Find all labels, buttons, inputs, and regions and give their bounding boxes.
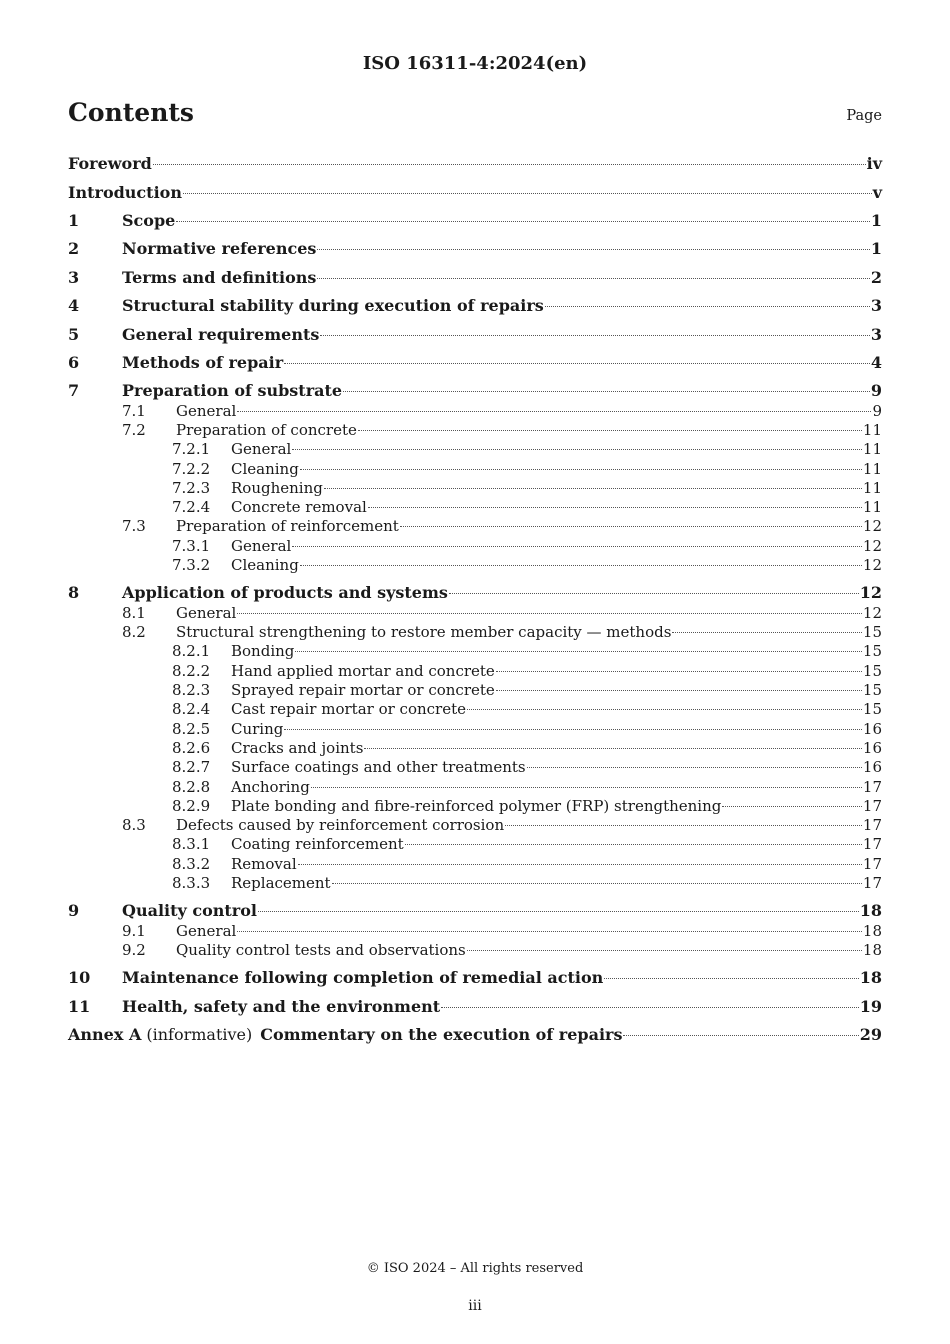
toc-number: 8.3.3	[172, 874, 211, 892]
toc-title: Roughening	[231, 479, 323, 497]
toc-page: 17	[862, 855, 882, 873]
toc-page: 4	[870, 353, 882, 372]
toc-number: 10	[68, 968, 91, 987]
toc-entry-3[interactable]	[68, 268, 882, 287]
toc-title: Curing	[231, 720, 284, 738]
toc-page: 12	[862, 517, 882, 535]
toc-number: 8.3.1	[172, 835, 211, 853]
toc-number: 8.2.5	[172, 720, 211, 738]
toc-entry-7-2-1[interactable]	[68, 440, 882, 458]
toc-title: Cast repair mortar or concrete	[231, 700, 466, 718]
dot-leader	[292, 546, 862, 547]
toc-number: 8.3.2	[172, 855, 211, 873]
toc-title: Structural stability during execution of repairs	[122, 296, 544, 315]
toc-page: v	[872, 183, 882, 202]
toc-page: 12	[862, 556, 882, 574]
annex-qualifier: (informative)	[146, 1025, 253, 1044]
page-number: iii	[468, 1298, 482, 1314]
toc-number: 7.3	[122, 517, 146, 535]
dot-leader	[467, 950, 862, 951]
toc-title: Quality control tests and observations	[176, 941, 466, 959]
dot-leader	[176, 221, 870, 222]
dot-leader	[405, 844, 862, 845]
toc-number: 9.2	[122, 941, 146, 959]
toc-title: General	[231, 440, 292, 458]
toc-entry-8-3-2[interactable]	[68, 855, 882, 873]
toc-page: 9	[870, 381, 882, 400]
dot-leader	[496, 671, 862, 672]
dot-leader	[300, 565, 862, 566]
toc-title: Preparation of concrete	[176, 421, 357, 439]
dot-leader	[311, 787, 862, 788]
toc-page: 16	[862, 758, 882, 776]
toc-title: General	[231, 537, 292, 555]
toc-entry-7-2[interactable]	[68, 421, 882, 439]
toc-title: Removal	[231, 855, 297, 873]
toc-entry-8-2-9[interactable]	[68, 797, 882, 815]
toc-title: Anchoring	[231, 778, 310, 796]
toc-entry-annex-a[interactable]	[68, 1025, 882, 1044]
toc-page: 9	[872, 402, 882, 420]
toc-entry-5[interactable]	[68, 325, 882, 344]
toc-page: 15	[862, 681, 882, 699]
toc-page: 3	[870, 296, 882, 315]
toc-entry-8[interactable]	[68, 583, 882, 602]
toc-title: Sprayed repair mortar or concrete	[231, 681, 495, 699]
dot-leader	[368, 507, 862, 508]
toc-page: 18	[859, 968, 882, 987]
toc-page: 11	[862, 460, 882, 478]
toc-number: 8.2.3	[172, 681, 211, 699]
toc-title: Maintenance following completion of remedial action	[122, 968, 604, 987]
toc-entry-8-2-8[interactable]	[68, 778, 882, 796]
toc-page: 15	[862, 662, 882, 680]
toc-number: 8.2.7	[172, 758, 211, 776]
toc-entry-8-2-7[interactable]	[68, 758, 882, 776]
toc-page: 16	[862, 739, 882, 757]
toc-page: 19	[859, 997, 882, 1016]
toc-page: 1	[870, 239, 882, 258]
toc-entry-8-1[interactable]	[68, 604, 882, 622]
toc-page: 17	[862, 778, 882, 796]
toc-title: Normative references	[122, 239, 317, 258]
toc-entry-8-2-5[interactable]	[68, 720, 882, 738]
dot-leader	[298, 864, 862, 865]
toc-entry-8-2-3[interactable]	[68, 681, 882, 699]
toc-title: Preparation of reinforcement	[176, 517, 399, 535]
toc-title: Introduction	[68, 183, 182, 202]
toc-page: iv	[866, 154, 882, 173]
dot-leader	[441, 1007, 859, 1008]
toc-entry-8-2-4[interactable]	[68, 700, 882, 718]
toc-title: Replacement	[231, 874, 331, 892]
dot-leader	[358, 430, 862, 431]
toc-page: 11	[862, 498, 882, 516]
dot-leader	[527, 767, 862, 768]
toc-page: 18	[859, 901, 882, 920]
dot-leader	[317, 249, 869, 250]
toc-page: 12	[862, 604, 882, 622]
toc-title: Coating reinforcement	[231, 835, 404, 853]
toc-number: 8.2.2	[172, 662, 211, 680]
toc-title: General	[176, 922, 237, 940]
toc-page: 17	[862, 797, 882, 815]
toc-page: 16	[862, 720, 882, 738]
toc-title: Methods of repair	[122, 353, 284, 372]
toc-entry-9-1[interactable]	[68, 922, 882, 940]
toc-entry-8-2-2[interactable]	[68, 662, 882, 680]
toc-entry-foreword[interactable]	[68, 154, 882, 173]
toc-title: Cleaning	[231, 460, 299, 478]
dot-leader	[324, 488, 862, 489]
toc-entry-7[interactable]	[68, 381, 882, 400]
toc-number: 8.2.9	[172, 797, 211, 815]
dot-leader	[153, 164, 866, 165]
dot-leader	[545, 306, 870, 307]
toc-entry-8-2-1[interactable]	[68, 642, 882, 660]
toc-title: Surface coatings and other treatments	[231, 758, 526, 776]
dot-leader	[292, 449, 862, 450]
dot-leader	[623, 1035, 858, 1036]
toc-title: Structural strengthening to restore member capacity — methods	[176, 623, 672, 641]
toc-number: 9.1	[122, 922, 146, 940]
dot-leader	[332, 883, 862, 884]
toc-entry-7-2-4[interactable]	[68, 498, 882, 516]
toc-title: Terms and definitions	[122, 268, 317, 287]
toc-page: 18	[862, 922, 882, 940]
toc-title: Application of products and systems	[122, 583, 448, 602]
dot-leader	[284, 363, 870, 364]
toc-entry-2[interactable]	[68, 239, 882, 258]
annex-label: Annex A	[68, 1025, 142, 1044]
toc-page: 11	[862, 440, 882, 458]
toc-title: Concrete removal	[231, 498, 367, 516]
toc-number: 8.3	[122, 816, 146, 834]
toc-title: Plate bonding and fibre-reinforced polymer (FRP) strengthening	[231, 797, 722, 815]
toc-number: 7.2.1	[172, 440, 211, 458]
dot-leader	[300, 469, 862, 470]
dot-leader	[237, 411, 871, 412]
toc-entry-8-3-1[interactable]	[68, 835, 882, 853]
toc-entry-7-1[interactable]	[68, 402, 882, 420]
toc-number: 2	[68, 239, 80, 258]
toc-page: 17	[862, 835, 882, 853]
dot-leader	[320, 335, 870, 336]
toc-number: 8.2	[122, 623, 146, 641]
toc-entry-7-2-3[interactable]	[68, 479, 882, 497]
toc-page: 18	[862, 941, 882, 959]
toc-number: 7.2.4	[172, 498, 211, 516]
toc-title: Hand applied mortar and concrete	[231, 662, 495, 680]
toc-entry-7-2-2[interactable]	[68, 460, 882, 478]
dot-leader	[237, 931, 862, 932]
toc-number: 7.2.3	[172, 479, 211, 497]
dot-leader	[317, 278, 869, 279]
toc-page: 11	[862, 421, 882, 439]
dot-leader	[449, 593, 859, 594]
toc-title: Cracks and joints	[231, 739, 364, 757]
dot-leader	[284, 729, 862, 730]
page-column-label: Page	[846, 108, 882, 124]
dot-leader	[496, 690, 862, 691]
toc-page: 3	[870, 325, 882, 344]
toc-number: 7	[68, 381, 80, 400]
toc-title: Quality control	[122, 901, 257, 920]
dot-leader	[505, 825, 862, 826]
toc-page: 15	[862, 623, 882, 641]
toc-number: 8.2.6	[172, 739, 211, 757]
toc-entry-9[interactable]	[68, 901, 882, 920]
dot-leader	[183, 193, 872, 194]
toc-title: Scope	[122, 211, 176, 230]
dot-leader	[364, 748, 862, 749]
dot-leader	[343, 391, 870, 392]
toc-number: 8.1	[122, 604, 146, 622]
toc-number: 5	[68, 325, 80, 344]
copyright-footer: © ISO 2024 – All rights reserved	[366, 1261, 584, 1276]
toc-entry-7-3-1[interactable]	[68, 537, 882, 555]
toc-entry-7-3[interactable]	[68, 517, 882, 535]
toc-number: 7.2	[122, 421, 146, 439]
toc-entry-8-2-6[interactable]	[68, 739, 882, 757]
toc-page: 29	[859, 1025, 882, 1044]
dot-leader	[672, 632, 861, 633]
dot-leader	[258, 911, 859, 912]
toc-page: 17	[862, 816, 882, 834]
toc-number: 7.1	[122, 402, 146, 420]
toc-title: General	[176, 604, 237, 622]
toc-title: General	[176, 402, 237, 420]
dot-leader	[237, 613, 862, 614]
toc-entry-10[interactable]	[68, 968, 882, 987]
document-id-header: ISO 16311-4:2024(en)	[362, 53, 588, 74]
contents-heading: Contents	[68, 98, 195, 127]
toc-number: 7.2.2	[172, 460, 211, 478]
toc-entry-11[interactable]	[68, 997, 882, 1016]
toc-number: 8.2.1	[172, 642, 211, 660]
toc-entry-6[interactable]	[68, 353, 882, 372]
toc-page: 2	[870, 268, 882, 287]
toc-page: 11	[862, 479, 882, 497]
dot-leader	[467, 709, 862, 710]
toc-entry-7-3-2[interactable]	[68, 556, 882, 574]
toc-entry-8-3[interactable]	[68, 816, 882, 834]
toc-number: 11	[68, 997, 91, 1016]
toc-entry-9-2[interactable]	[68, 941, 882, 959]
toc-number: 8	[68, 583, 80, 602]
toc-entry-8-2[interactable]	[68, 623, 882, 641]
toc-page: 12	[862, 537, 882, 555]
toc-number: 8.2.8	[172, 778, 211, 796]
toc-title: Cleaning	[231, 556, 299, 574]
toc-page: 12	[859, 583, 882, 602]
toc-number: 7.3.1	[172, 537, 211, 555]
toc-title: Preparation of substrate	[122, 381, 343, 400]
toc-number: 8.2.4	[172, 700, 211, 718]
toc-page: 17	[862, 874, 882, 892]
toc-entry-1[interactable]	[68, 211, 882, 230]
dot-leader	[722, 806, 862, 807]
dot-leader	[295, 651, 862, 652]
toc-title: Foreword	[68, 154, 152, 173]
toc-number: 9	[68, 901, 80, 920]
toc-page: 1	[870, 211, 882, 230]
dot-leader	[400, 526, 862, 527]
toc-title: General requirements	[122, 325, 320, 344]
toc-entry-8-3-3[interactable]	[68, 874, 882, 892]
toc-page: 15	[862, 642, 882, 660]
toc-entry-introduction[interactable]	[68, 183, 882, 202]
toc-number: 1	[68, 211, 80, 230]
toc-title: Commentary on the execution of repairs	[260, 1025, 623, 1044]
toc-title: Health, safety and the environment	[122, 997, 441, 1016]
toc-number: 3	[68, 268, 80, 287]
toc-page: 15	[862, 700, 882, 718]
toc-entry-4[interactable]	[68, 296, 882, 315]
toc-title: Bonding	[231, 642, 295, 660]
dot-leader	[604, 978, 858, 979]
toc-title: Defects caused by reinforcement corrosion	[176, 816, 505, 834]
toc-number: 7.3.2	[172, 556, 211, 574]
toc-number: 6	[68, 353, 80, 372]
toc-number: 4	[68, 296, 80, 315]
